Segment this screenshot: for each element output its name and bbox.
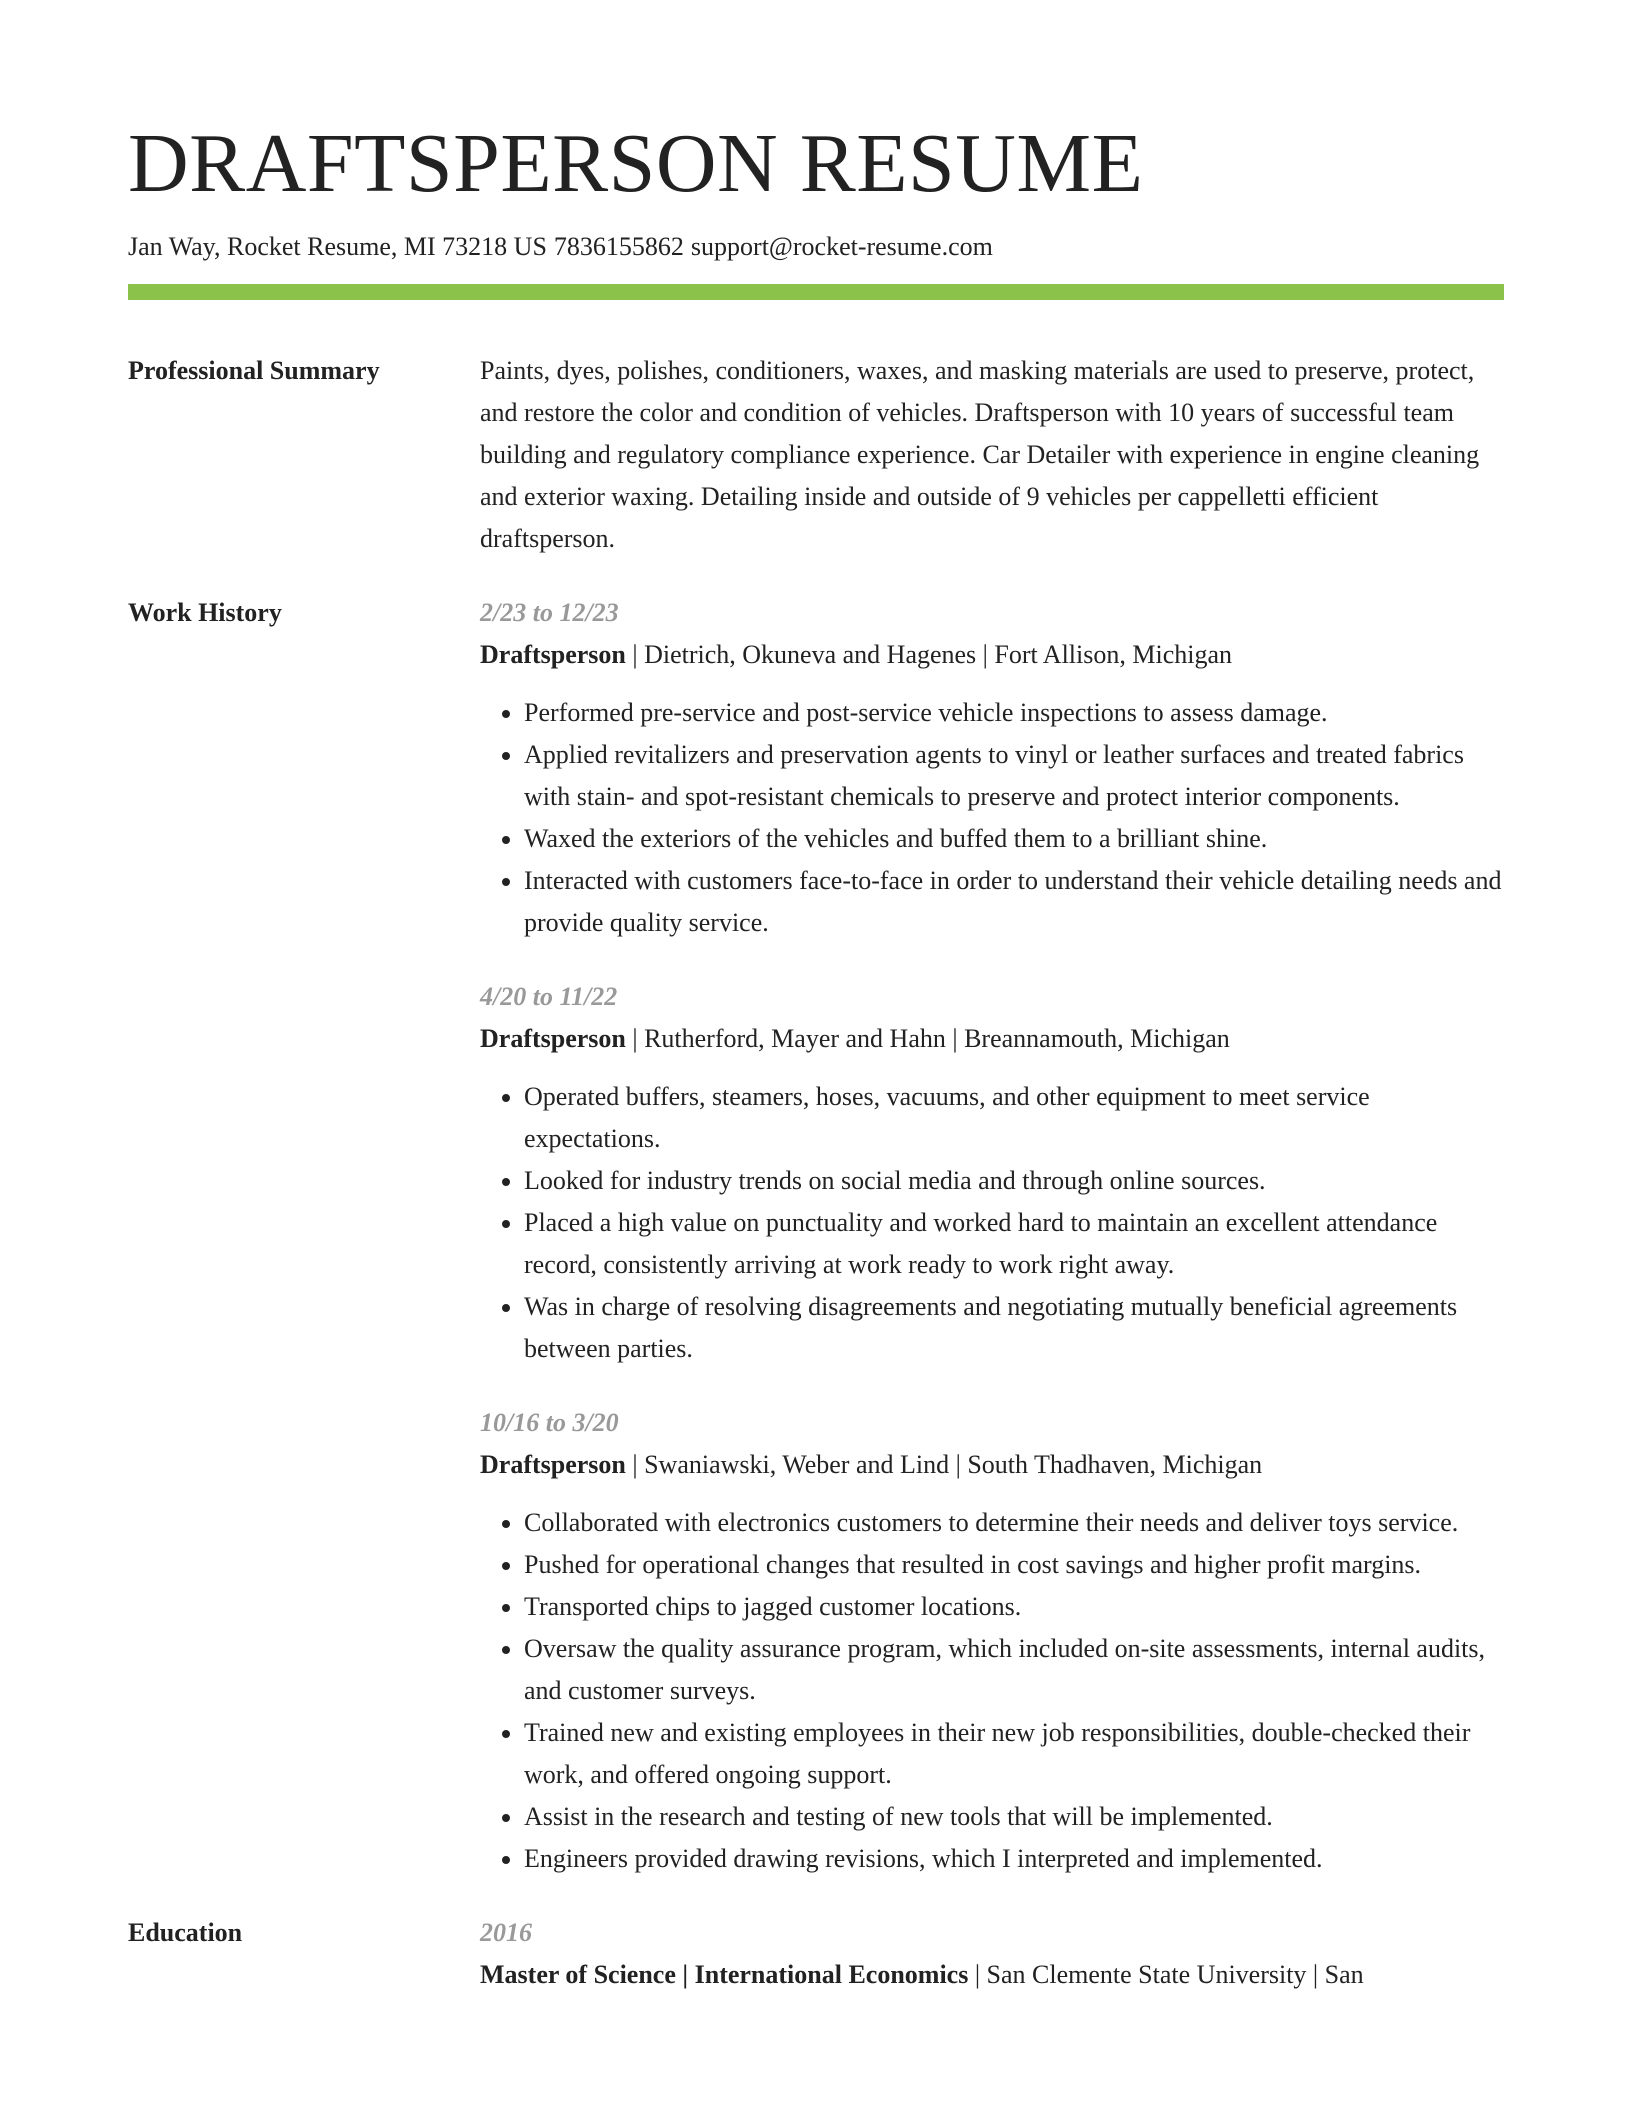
professional-summary-section	[128, 350, 1504, 560]
job-role-line	[480, 1444, 1504, 1486]
education-degree: Master of Science | International Economics	[480, 1960, 969, 1990]
job-bullet: • Engineers provided drawing revisions, which I interpreted and implemented.	[524, 1838, 1504, 1880]
job-bullet: • Trained new and existing employees in their new job responsibilities, double-checked their work, and offered ongoing support.	[524, 1712, 1504, 1796]
section-label-education: Education	[128, 1918, 243, 1948]
job-bullet: • Looked for industry trends on social media and through online sources.	[524, 1160, 1504, 1202]
job-bullet: • Applied revitalizers and preservation agents to vinyl or leather surfaces and treated fabrics with stain- and spot-resistant chemicals to preserve and protect interior components.	[524, 734, 1504, 818]
contact-line	[128, 230, 1504, 264]
resume-header	[128, 118, 1504, 300]
job-bullets	[480, 1502, 1504, 1880]
education-section	[128, 1912, 1504, 1996]
education-body	[480, 1912, 1504, 1996]
job-title: Draftsperson	[480, 640, 626, 670]
education-year: 2016	[480, 1918, 532, 1948]
job-title: Draftsperson	[480, 1024, 626, 1054]
job-dates: 10/16 to 3/20	[480, 1408, 619, 1438]
job-entry	[480, 976, 1504, 1370]
job-bullet: • Placed a high value on punctuality and worked hard to maintain an excellent attendance record, consistently arriving at work ready to work right away.	[524, 1202, 1504, 1286]
contact-email: support@rocket-resume.com	[690, 232, 993, 262]
summary-body	[480, 350, 1504, 560]
job-employer-location: | Dietrich, Okuneva and Hagenes | Fort Allison, Michigan	[625, 640, 1232, 670]
job-bullet: • Pushed for operational changes that resulted in cost savings and higher profit margins.	[524, 1544, 1504, 1586]
job-bullet: • Assist in the research and testing of new tools that will be implemented.	[524, 1796, 1504, 1838]
education-degree-line	[480, 1954, 1504, 1996]
job-bullet: • Operated buffers, steamers, hoses, vacuums, and other equipment to meet service expectations.	[524, 1076, 1504, 1160]
job-title: Draftsperson	[480, 1450, 626, 1480]
job-dates: 2/23 to 12/23	[480, 598, 619, 628]
job-bullet: • Oversaw the quality assurance program, which included on-site assessments, internal audits, and customer surveys.	[524, 1628, 1504, 1712]
job-bullet: • Performed pre-service and post-service vehicle inspections to assess damage.	[524, 692, 1504, 734]
job-role-line	[480, 634, 1504, 676]
job-role-line	[480, 1018, 1504, 1060]
job-bullets	[480, 1076, 1504, 1370]
job-entry	[480, 592, 1504, 944]
job-entry	[480, 1402, 1504, 1880]
job-bullet: • Collaborated with electronics customers to determine their needs and deliver toys service.	[524, 1502, 1504, 1544]
job-bullet: • Transported chips to jagged customer locations.	[524, 1586, 1504, 1628]
accent-divider	[128, 284, 1504, 300]
work-history-body	[480, 592, 1504, 1880]
section-label-work-history: Work History	[128, 598, 282, 628]
job-employer-location: | Swaniawski, Weber and Lind | South Thadhaven, Michigan	[625, 1450, 1263, 1480]
education-school: | San Clemente State University | San	[968, 1960, 1364, 1990]
contact-phone: 7836155862	[553, 232, 684, 262]
job-bullet: • Was in charge of resolving disagreements and negotiating mutually beneficial agreements between parties.	[524, 1286, 1504, 1370]
job-bullets	[480, 692, 1504, 944]
contact-address: Jan Way, Rocket Resume, MI 73218 US	[128, 232, 547, 262]
job-bullet: • Waxed the exteriors of the vehicles and buffed them to a brilliant shine.	[524, 818, 1504, 860]
job-employer-location: | Rutherford, Mayer and Hahn | Breannamouth, Michigan	[625, 1024, 1230, 1054]
work-history-section	[128, 592, 1504, 1880]
job-bullet: • Interacted with customers face-to-face in order to understand their vehicle detailing needs and provide quality service.	[524, 860, 1504, 944]
job-dates: 4/20 to 11/22	[480, 982, 618, 1012]
section-label-summary: Professional Summary	[128, 356, 380, 386]
resume-title: DRAFTSPERSON RESUME	[128, 117, 1144, 210]
summary-text: Paints, dyes, polishes, conditioners, waxes, and masking materials are used to preserve, protect, and restore the color and condition of vehicles. Draftsperson with 10 years of successful team building and regulatory compliance experience. Car Detailer with experience in engine cleaning and exterior waxing. Detailing inside and outside of 9 vehicles per cappelletti efficient draftsperson.	[480, 356, 1480, 554]
